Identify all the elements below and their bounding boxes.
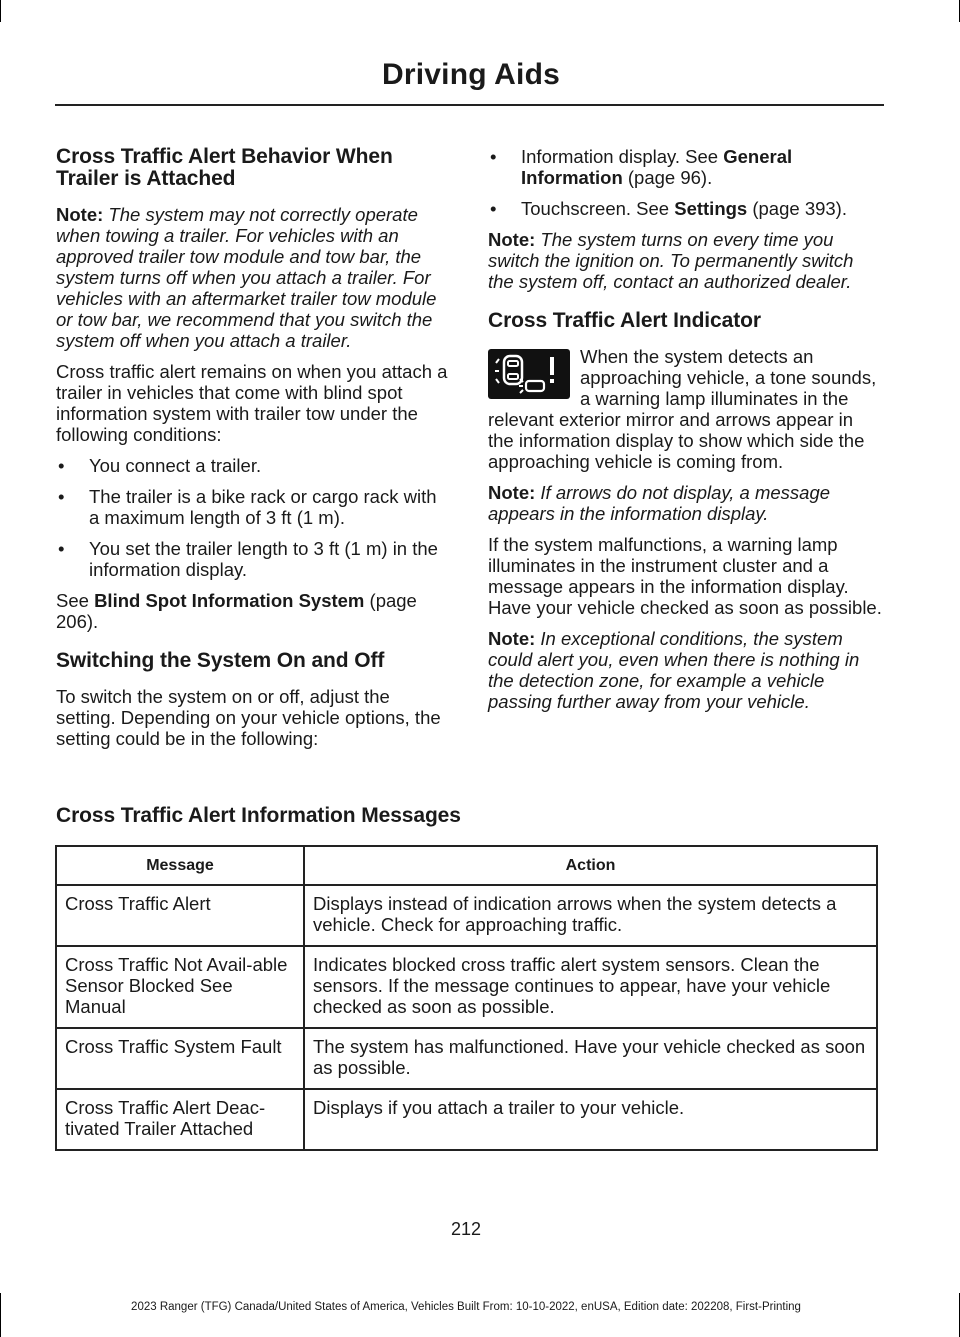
cross-traffic-alert-warning-icon	[488, 349, 570, 399]
note-arrows	[488, 482, 882, 524]
note-text: The system turns on every time you switch the ignition on. To permanently switch the system off, contact an authorized dealer.	[488, 229, 854, 292]
list-item-text: Information display. See	[521, 146, 724, 167]
action-cell: The system has malfunctioned. Have your vehicle checked as soon as possible.	[304, 1028, 877, 1089]
note-system-on	[488, 229, 882, 292]
message-cell: Cross Traffic Not Avail-able Sensor Blocked See Manual	[56, 946, 304, 1028]
message-cell: Cross Traffic Alert	[56, 885, 304, 946]
table-row	[56, 885, 877, 946]
cross-traffic-alert-warning-icon-graphic	[488, 349, 570, 399]
table-title: Cross Traffic Alert Information Messages	[56, 804, 461, 827]
settings-location-list	[488, 146, 882, 219]
cross-reference-link[interactable]: Blind Spot Information System	[94, 590, 365, 611]
cross-reference-link[interactable]: General Information	[521, 146, 793, 188]
header-divider	[55, 104, 884, 106]
message-cell: Cross Traffic System Fault	[56, 1028, 304, 1089]
list-item: • You set the trailer length to 3 ft (1 m) in the information display.	[56, 538, 448, 580]
right-column	[488, 146, 882, 722]
footer-edition-text: 2023 Ranger (TFG) Canada/United States of America, Vehicles Built From: 10-10-2022, enUSA, Edition date: 202208, First-Printing	[131, 1301, 801, 1313]
note-text: In exceptional conditions, the system could alert you, even when there is nothing in the detection zone, for example a vehicle passing further away from your vehicle.	[488, 628, 860, 712]
note-trailer	[56, 204, 448, 351]
section-heading-switching: Switching the System On and Off	[56, 649, 385, 672]
see-reference-paragraph	[56, 590, 448, 632]
page-header-title: Driving Aids	[382, 58, 560, 91]
list-item-text: (page 393).	[747, 198, 847, 219]
note-text: The system may not correctly operate when towing a trailer. For vehicles with an approved trailer tow module and tow bar, the system turns off when you attach a trailer. For vehicles with an aftermarket trailer tow module or tow bar, we recommend that you switch the system off when you attach a trailer.	[56, 204, 437, 351]
table-row	[56, 946, 877, 1028]
section-heading-trailer: Cross Traffic Alert Behavior When Trailer is Attached	[56, 145, 393, 190]
message-cell: Cross Traffic Alert Deac-tivated Trailer Attached	[56, 1089, 304, 1150]
column-header-action: Action	[304, 846, 877, 885]
conditions-list	[56, 455, 448, 580]
note-label: Note:	[488, 482, 536, 503]
paragraph-indicator: When the system detects an approaching vehicle, a tone sounds, a warning lamp illuminates in the relevant exterior mirror and arrows appear in the information display to show which side the approaching vehicle is coming from.	[488, 346, 877, 472]
list-item: • The trailer is a bike rack or cargo rack with a maximum length of 3 ft (1 m).	[56, 486, 448, 528]
see-suffix: (page 206).	[56, 590, 417, 632]
list-item	[488, 198, 882, 219]
list-item-text: Touchscreen. See	[521, 198, 675, 219]
messages-table	[55, 845, 878, 1151]
table-row	[56, 1028, 877, 1089]
action-cell: Indicates blocked cross traffic alert system sensors. Clean the sensors. If the message continues to appear, have your vehicle checked as soon as possible.	[304, 946, 877, 1028]
note-text: If arrows do not display, a message appears in the information display.	[488, 482, 831, 524]
list-item-text: (page 96).	[622, 167, 713, 188]
indicator-paragraph-block	[488, 346, 882, 472]
note-label: Note:	[56, 204, 104, 225]
crop-mark-top-left	[0, 0, 1, 22]
paragraph-trailer-conditions: Cross traffic alert remains on when you attach a trailer in vehicles that come with blind spot information system with trailer tow under the following conditions:	[56, 361, 448, 445]
table-row	[56, 1089, 877, 1150]
left-column	[56, 146, 448, 759]
note-label: Note:	[488, 229, 536, 250]
section-heading-indicator: Cross Traffic Alert Indicator	[488, 309, 761, 332]
see-prefix: See	[56, 590, 95, 611]
note-label: Note:	[488, 628, 536, 649]
note-exceptional	[488, 628, 882, 712]
column-header-message: Message	[56, 846, 304, 885]
paragraph-malfunction: If the system malfunctions, a warning lamp illuminates in the instrument cluster and a message appears in the information display. Have your vehicle checked as soon as possible.	[488, 534, 882, 618]
action-cell: Displays instead of indication arrows when the system detects a vehicle. Check for approaching traffic.	[304, 885, 877, 946]
cross-reference-link[interactable]: Settings	[674, 198, 748, 219]
action-cell: Displays if you attach a trailer to your vehicle.	[304, 1089, 877, 1150]
table-header-row	[56, 846, 877, 885]
page-number: 212	[450, 1219, 482, 1239]
crop-mark-bottom-left	[0, 1293, 1, 1337]
list-item	[488, 146, 882, 188]
paragraph-switching: To switch the system on or off, adjust the setting. Depending on your vehicle options, the setting could be in the following:	[56, 686, 441, 749]
list-item: • You connect a trailer.	[56, 455, 448, 476]
